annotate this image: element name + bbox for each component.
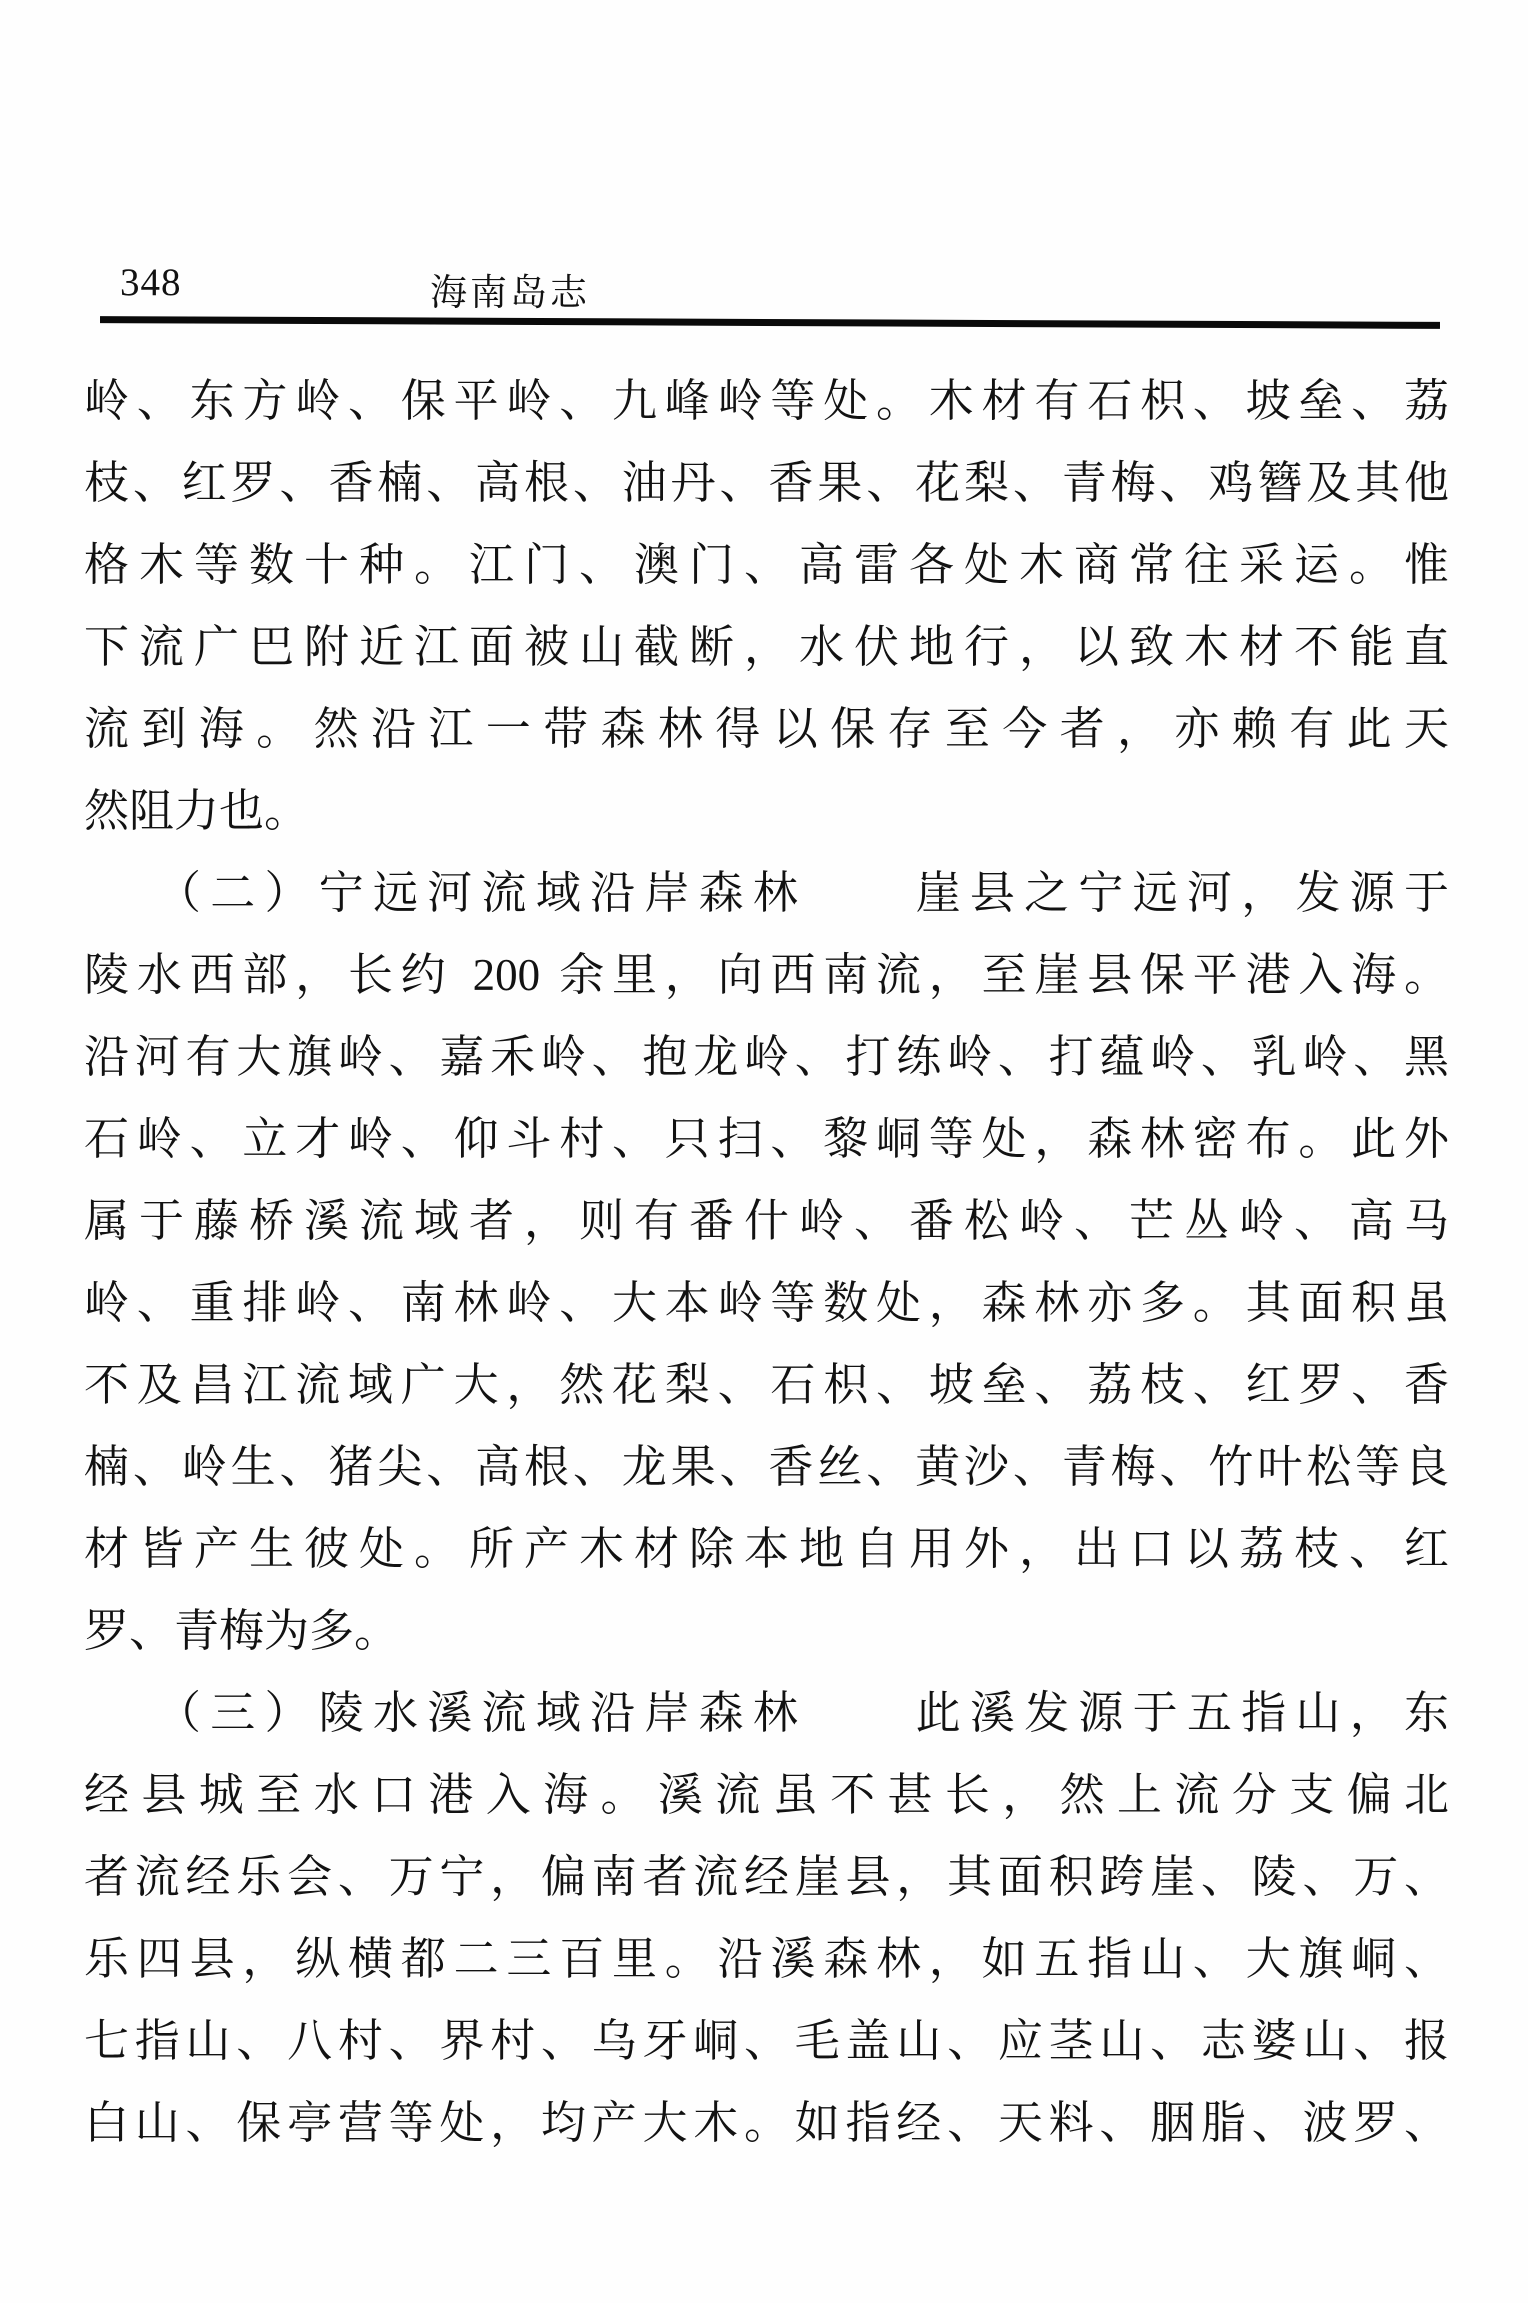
text-line: 下流广巴附近江面被山截断，水伏地行，以致木材不能直: [84, 622, 1449, 672]
header-rule: [100, 316, 1440, 329]
text-line: 然阻力也。: [84, 786, 310, 836]
text-block: [84, 360, 1449, 2164]
text-line: 石岭、立才岭、仰斗村、只扫、黎峒等处，森林密布。此外: [84, 1114, 1449, 1164]
text-line: （三）陵水溪流域沿岸森林 此溪发源于五指山，东: [156, 1688, 1449, 1738]
text-line: 罗、青梅为多。: [84, 1606, 400, 1656]
text-line: 材皆产生彼处。所产木材除本地自用外，出口以荔枝、红: [84, 1524, 1449, 1574]
text-line: 乐四县，纵横都二三百里。沿溪森林，如五指山、大旗峒、: [84, 1934, 1449, 1984]
text-line: 白山、保亭营等处，均产大木。如指经、天料、胭脂、波罗、: [84, 2098, 1449, 2148]
text-line: 岭、重排岭、南林岭、大本岭等数处，森林亦多。其面积虽: [84, 1278, 1449, 1328]
text-line: 属于藤桥溪流域者，则有番什岭、番松岭、芒丛岭、高马: [84, 1196, 1449, 1246]
text-line: 格木等数十种。江门、澳门、高雷各处木商常往采运。惟: [84, 540, 1449, 590]
text-line: 沿河有大旗岭、嘉禾岭、抱龙岭、打练岭、打蕴岭、乳岭、黑: [84, 1032, 1449, 1082]
text-line: 岭、东方岭、保平岭、九峰岭等处。木材有石枳、坡垒、荔: [84, 376, 1449, 426]
text-line: （二）宁远河流域沿岸森林 崖县之宁远河，发源于: [156, 868, 1449, 918]
text-line: 陵水西部，长约 200 余里，向西南流，至崖县保平港入海。: [84, 950, 1449, 1000]
text-line: 流到海。然沿江一带森林得以保存至今者，亦赖有此天: [84, 704, 1449, 754]
text-line: 枝、红罗、香楠、高根、油丹、香果、花梨、青梅、鸡簪及其他: [84, 458, 1449, 508]
running-head-book-title: 海南岛志: [430, 273, 590, 314]
text-line: 不及昌江流域广大，然花梨、石枳、坡垒、荔枝、红罗、香: [84, 1360, 1449, 1410]
text-line: 经县城至水口港入海。溪流虽不甚长，然上流分支偏北: [84, 1770, 1449, 1820]
text-line: 七指山、八村、界村、乌牙峒、毛盖山、应茎山、志婆山、报: [84, 2016, 1449, 2066]
text-line: 者流经乐会、万宁，偏南者流经崖县，其面积跨崖、陵、万、: [84, 1852, 1449, 1902]
page-number: 348: [120, 261, 182, 304]
text-line: 楠、岭生、猪尖、高根、龙果、香丝、黄沙、青梅、竹叶松等良: [84, 1442, 1449, 1492]
